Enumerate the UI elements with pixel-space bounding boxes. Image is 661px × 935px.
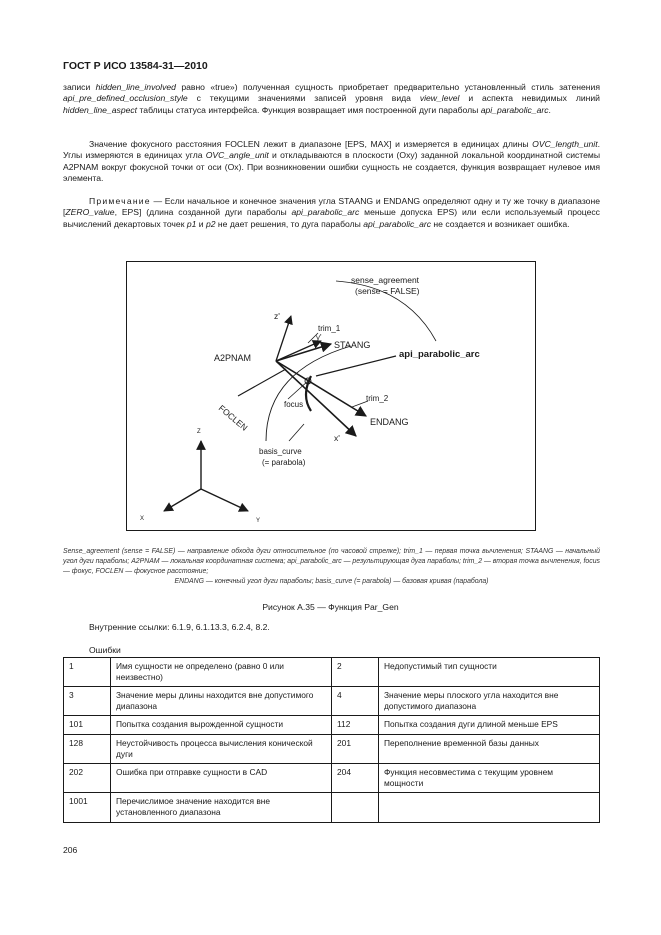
- label-focus: focus: [284, 400, 304, 409]
- error-code-cell: [332, 793, 379, 822]
- arc-leader: [316, 356, 396, 376]
- text-segment: — Если начальное и конечное значения угла STAANG и ENDANG определяют одну и ту же точку в диапазоне [: [63, 196, 600, 218]
- text-segment: и: [196, 218, 206, 229]
- text-segment: hidden_line_involved: [95, 82, 176, 92]
- y-prime-axis: [276, 341, 321, 361]
- label-sense-false: (sense = FALSE): [355, 286, 420, 296]
- label-staang: STAANG: [334, 340, 371, 350]
- foclen-line: [238, 369, 286, 396]
- text-segment: api_parabolic_arc: [363, 218, 432, 229]
- label-basis-parabola: (= parabola): [262, 458, 306, 467]
- text-segment: api_parabolic_arc: [480, 104, 549, 115]
- label-endang: ENDANG: [370, 417, 409, 427]
- label-basis-curve: basis_curve: [259, 447, 302, 456]
- errors-heading: Ошибки: [89, 645, 121, 655]
- paragraph-2: [63, 139, 600, 185]
- legend-last: ENDANG — конечный угол дуги параболы; basis_curve (= parabola) — базовая кривая (парабола): [174, 578, 489, 585]
- text-segment: p1: [186, 218, 197, 229]
- text-segment: p2: [205, 218, 216, 229]
- label-trim-1: trim_1: [318, 324, 341, 333]
- table-row: [64, 734, 600, 763]
- error-message-cell: Ошибка при отправке сущности в CAD: [111, 764, 332, 793]
- text-segment: OVC_angle_unit: [205, 150, 269, 161]
- table-row: [64, 716, 600, 735]
- text-segment: меньше допуска EPS) или если используемый процесс вычислений декартовых точек: [63, 207, 600, 229]
- text-segment: таблицы статуса интерфейса. Функция возвращает имя построенной дуги параболы: [137, 104, 481, 115]
- error-message-cell: Значение меры длины находится вне допустимого диапазона: [111, 687, 332, 716]
- error-code-cell: 1001: [64, 793, 111, 822]
- errors-table: [63, 657, 600, 823]
- table-row: [64, 658, 600, 687]
- text-segment: равно «true») полученная сущность приобретает предварительно установленный стиль затенения: [175, 82, 600, 92]
- error-code-cell: 101: [64, 716, 111, 735]
- text-segment: , EPS] (длина созданной дуги параболы: [114, 207, 292, 218]
- error-message-cell: Недопустимый тип сущности: [379, 658, 600, 687]
- figure-legend: [63, 547, 600, 587]
- label-sense-agreement: sense_agreement: [351, 275, 420, 285]
- global-x-axis: [164, 489, 201, 511]
- paragraph-note: [63, 196, 600, 230]
- text-segment: hidden_line_aspect: [63, 104, 138, 115]
- label-a2pnam: A2PNAM: [214, 353, 252, 363]
- figure-title: Рисунок А.35 — Функция Par_Gen: [262, 602, 399, 612]
- error-message-cell: Значение меры плоского угла находится вне допустимого диапазона: [379, 687, 600, 716]
- error-code-cell: 112: [332, 716, 379, 735]
- text-segment: . Углы измеряются в единицах угла: [63, 139, 600, 161]
- text-segment: с текущими значениями записей уровня вида: [187, 93, 420, 104]
- page-number: 206: [63, 845, 78, 855]
- text-segment: не создается и возникает ошибка.: [431, 218, 570, 229]
- error-code-cell: 204: [332, 764, 379, 793]
- table-row: [64, 687, 600, 716]
- global-y-axis: [201, 489, 248, 511]
- internal-references: Внутренние ссылки: 6.1.9, 6.1.13.3, 6.2.4, 8.2.: [89, 622, 270, 632]
- label-z-prime: z': [274, 311, 280, 321]
- label-y-prime: y': [316, 333, 322, 342]
- error-message-cell: Попытка создания дуги длиной меньше EPS: [379, 716, 600, 735]
- basis-leader: [289, 424, 304, 441]
- error-code-cell: 4: [332, 687, 379, 716]
- staang-line: [276, 344, 331, 361]
- text-segment: не дает решения, то дуга параболы: [215, 218, 364, 229]
- figure-frame: [127, 262, 536, 531]
- text-segment: ZERO_value: [65, 207, 115, 218]
- text-segment: и аспекта невидимых линий: [459, 93, 600, 104]
- text-segment: записи: [63, 82, 96, 92]
- error-code-cell: 2: [332, 658, 379, 687]
- error-message-cell: Перечислимое значение находится вне установленного диапазона: [111, 793, 332, 822]
- text-segment: view_level: [419, 93, 460, 104]
- error-code-cell: 3: [64, 687, 111, 716]
- text-segment: OVC_length_unit: [532, 139, 598, 149]
- z-prime-axis: [276, 316, 291, 361]
- text-segment: api_pre_defined_occlusion_style: [63, 93, 188, 104]
- label-x-prime: x': [334, 433, 340, 443]
- label-z: Z: [197, 429, 201, 435]
- error-code-cell: 1: [64, 658, 111, 687]
- error-message-cell: Функция несовместима с текущим уровнем мощности: [379, 764, 600, 793]
- label-api-parabolic-arc: api_parabolic_arc: [399, 349, 480, 360]
- document-header: ГОСТ Р ИСО 13584-31—2010: [63, 60, 208, 72]
- text-segment: Значение фокусного расстояния FOCLEN лежит в диапазоне [EPS, MAX] и измеряется в единицах длины: [89, 139, 533, 149]
- text-segment: Примечание: [89, 196, 151, 206]
- error-code-cell: 201: [332, 734, 379, 763]
- paragraph-1: [63, 82, 600, 116]
- error-code-cell: 202: [64, 764, 111, 793]
- table-row: [64, 793, 600, 822]
- error-message-cell: Неустойчивость процесса вычисления конической дуги: [111, 734, 332, 763]
- text-segment: .: [548, 104, 551, 115]
- parabola-figure: [126, 261, 536, 531]
- error-message-cell: Имя сущности не определено (равно 0 или неизвестно): [111, 658, 332, 687]
- text-segment: и откладываются в плоскости (Oxy) заданной локальной координатной системы A2PNAM вокруг фокусной точки от оси (Ox). При возникновении ошибки сущность не создается, функция возвращает нулевое имя элемента.: [63, 150, 600, 184]
- error-message-cell: Попытка создания вырожденной сущности: [111, 716, 332, 735]
- label-y: Y: [256, 518, 261, 524]
- label-x: X: [140, 516, 145, 522]
- error-message-cell: [379, 793, 600, 822]
- error-code-cell: 128: [64, 734, 111, 763]
- error-message-cell: Переполнение временной базы данных: [379, 734, 600, 763]
- table-row: [64, 764, 600, 793]
- text-segment: api_parabolic_arc: [291, 207, 360, 218]
- label-trim-2: trim_2: [366, 394, 389, 403]
- legend-main: Sense_agreement (sense = FALSE) — направление обхода дуги относительное (по часовой стрелке); trim_1 — первая точка вычленения; STAANG — начальный угол дуги параболы; A2PNAM — локальная координатная система; api_parabolic_arc — результирующая дуга параболы; trim_2 — вторая точка вычленения, focus — фокус, FOCLEN — фокусное расстояние;: [63, 548, 600, 575]
- label-foclen: FOCLEN: [216, 402, 250, 433]
